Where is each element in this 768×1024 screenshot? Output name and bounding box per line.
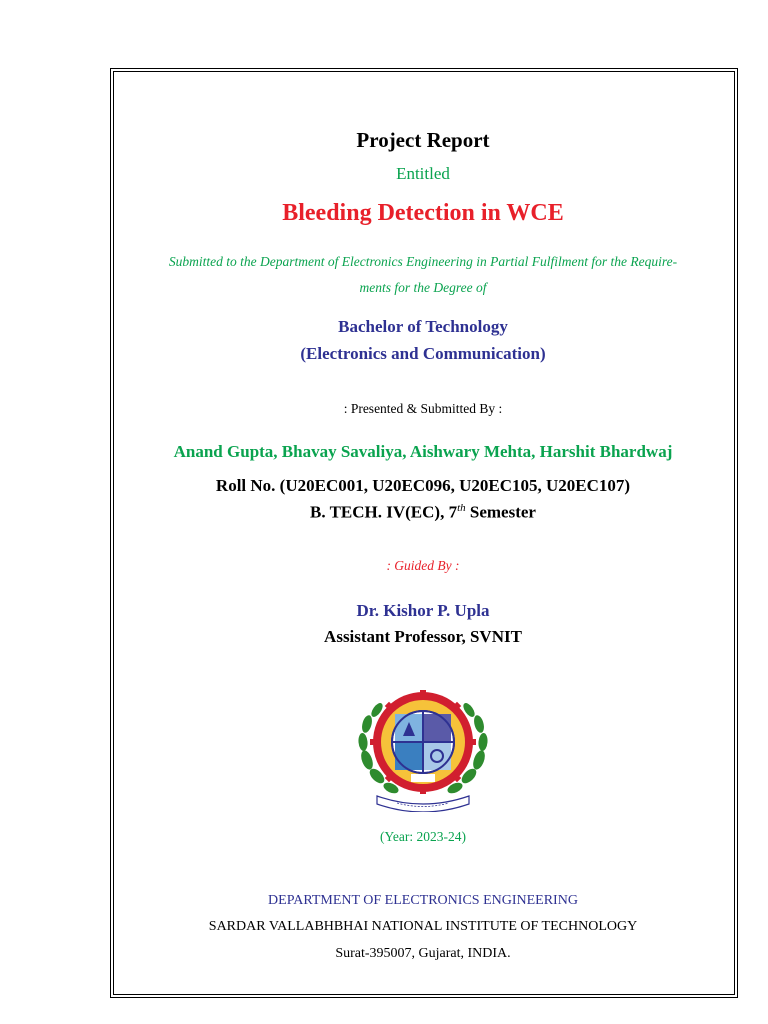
guide-designation: Assistant Professor, SVNIT: [324, 627, 522, 646]
academic-year: (Year: 2023-24): [380, 829, 466, 844]
guided-by-label: : Guided By :: [386, 558, 460, 573]
semester-superscript: th: [457, 502, 466, 514]
institute-name: SARDAR VALLABHBHAI NATIONAL INSTITUTE OF TECHNOLOGY: [208, 919, 638, 934]
submission-line-1: Submitted to the Department of Electronics Engineering in Partial Fulfilment for the Require-: [168, 254, 678, 269]
degree-name: Bachelor of Technology: [338, 317, 508, 336]
submission-line-2: ments for the Degree of: [359, 280, 487, 295]
guide-name: Dr. Kishor P. Upla: [356, 601, 490, 620]
submission-statement: [130, 249, 716, 301]
svnit-emblem-icon: [353, 690, 493, 812]
semester-suffix: Semester: [465, 502, 536, 522]
project-title: Bleeding Detection in WCE: [282, 200, 564, 226]
report-heading: Project Report: [356, 128, 490, 152]
institute-address: Surat-395007, Gujarat, INDIA.: [335, 946, 511, 961]
motto-ribbon: [377, 796, 469, 812]
roll-numbers: Roll No. (U20EC001, U20EC096, U20EC105, U20EC107): [215, 476, 631, 495]
presented-by-label: : Presented & Submitted By :: [343, 401, 503, 416]
semester-line: [120, 502, 726, 523]
department-name: DEPARTMENT OF ELECTRONICS ENGINEERING: [268, 893, 578, 908]
student-names: Anand Gupta, Bhavay Savaliya, Aishwary Mehta, Harshit Bhardwaj: [173, 442, 673, 461]
entitled-label: Entitled: [396, 164, 450, 183]
emblem-quadrants: [393, 712, 453, 772]
semester-prefix: B. TECH. IV(EC), 7: [310, 502, 458, 522]
branch-name: (Electronics and Communication): [300, 344, 546, 363]
